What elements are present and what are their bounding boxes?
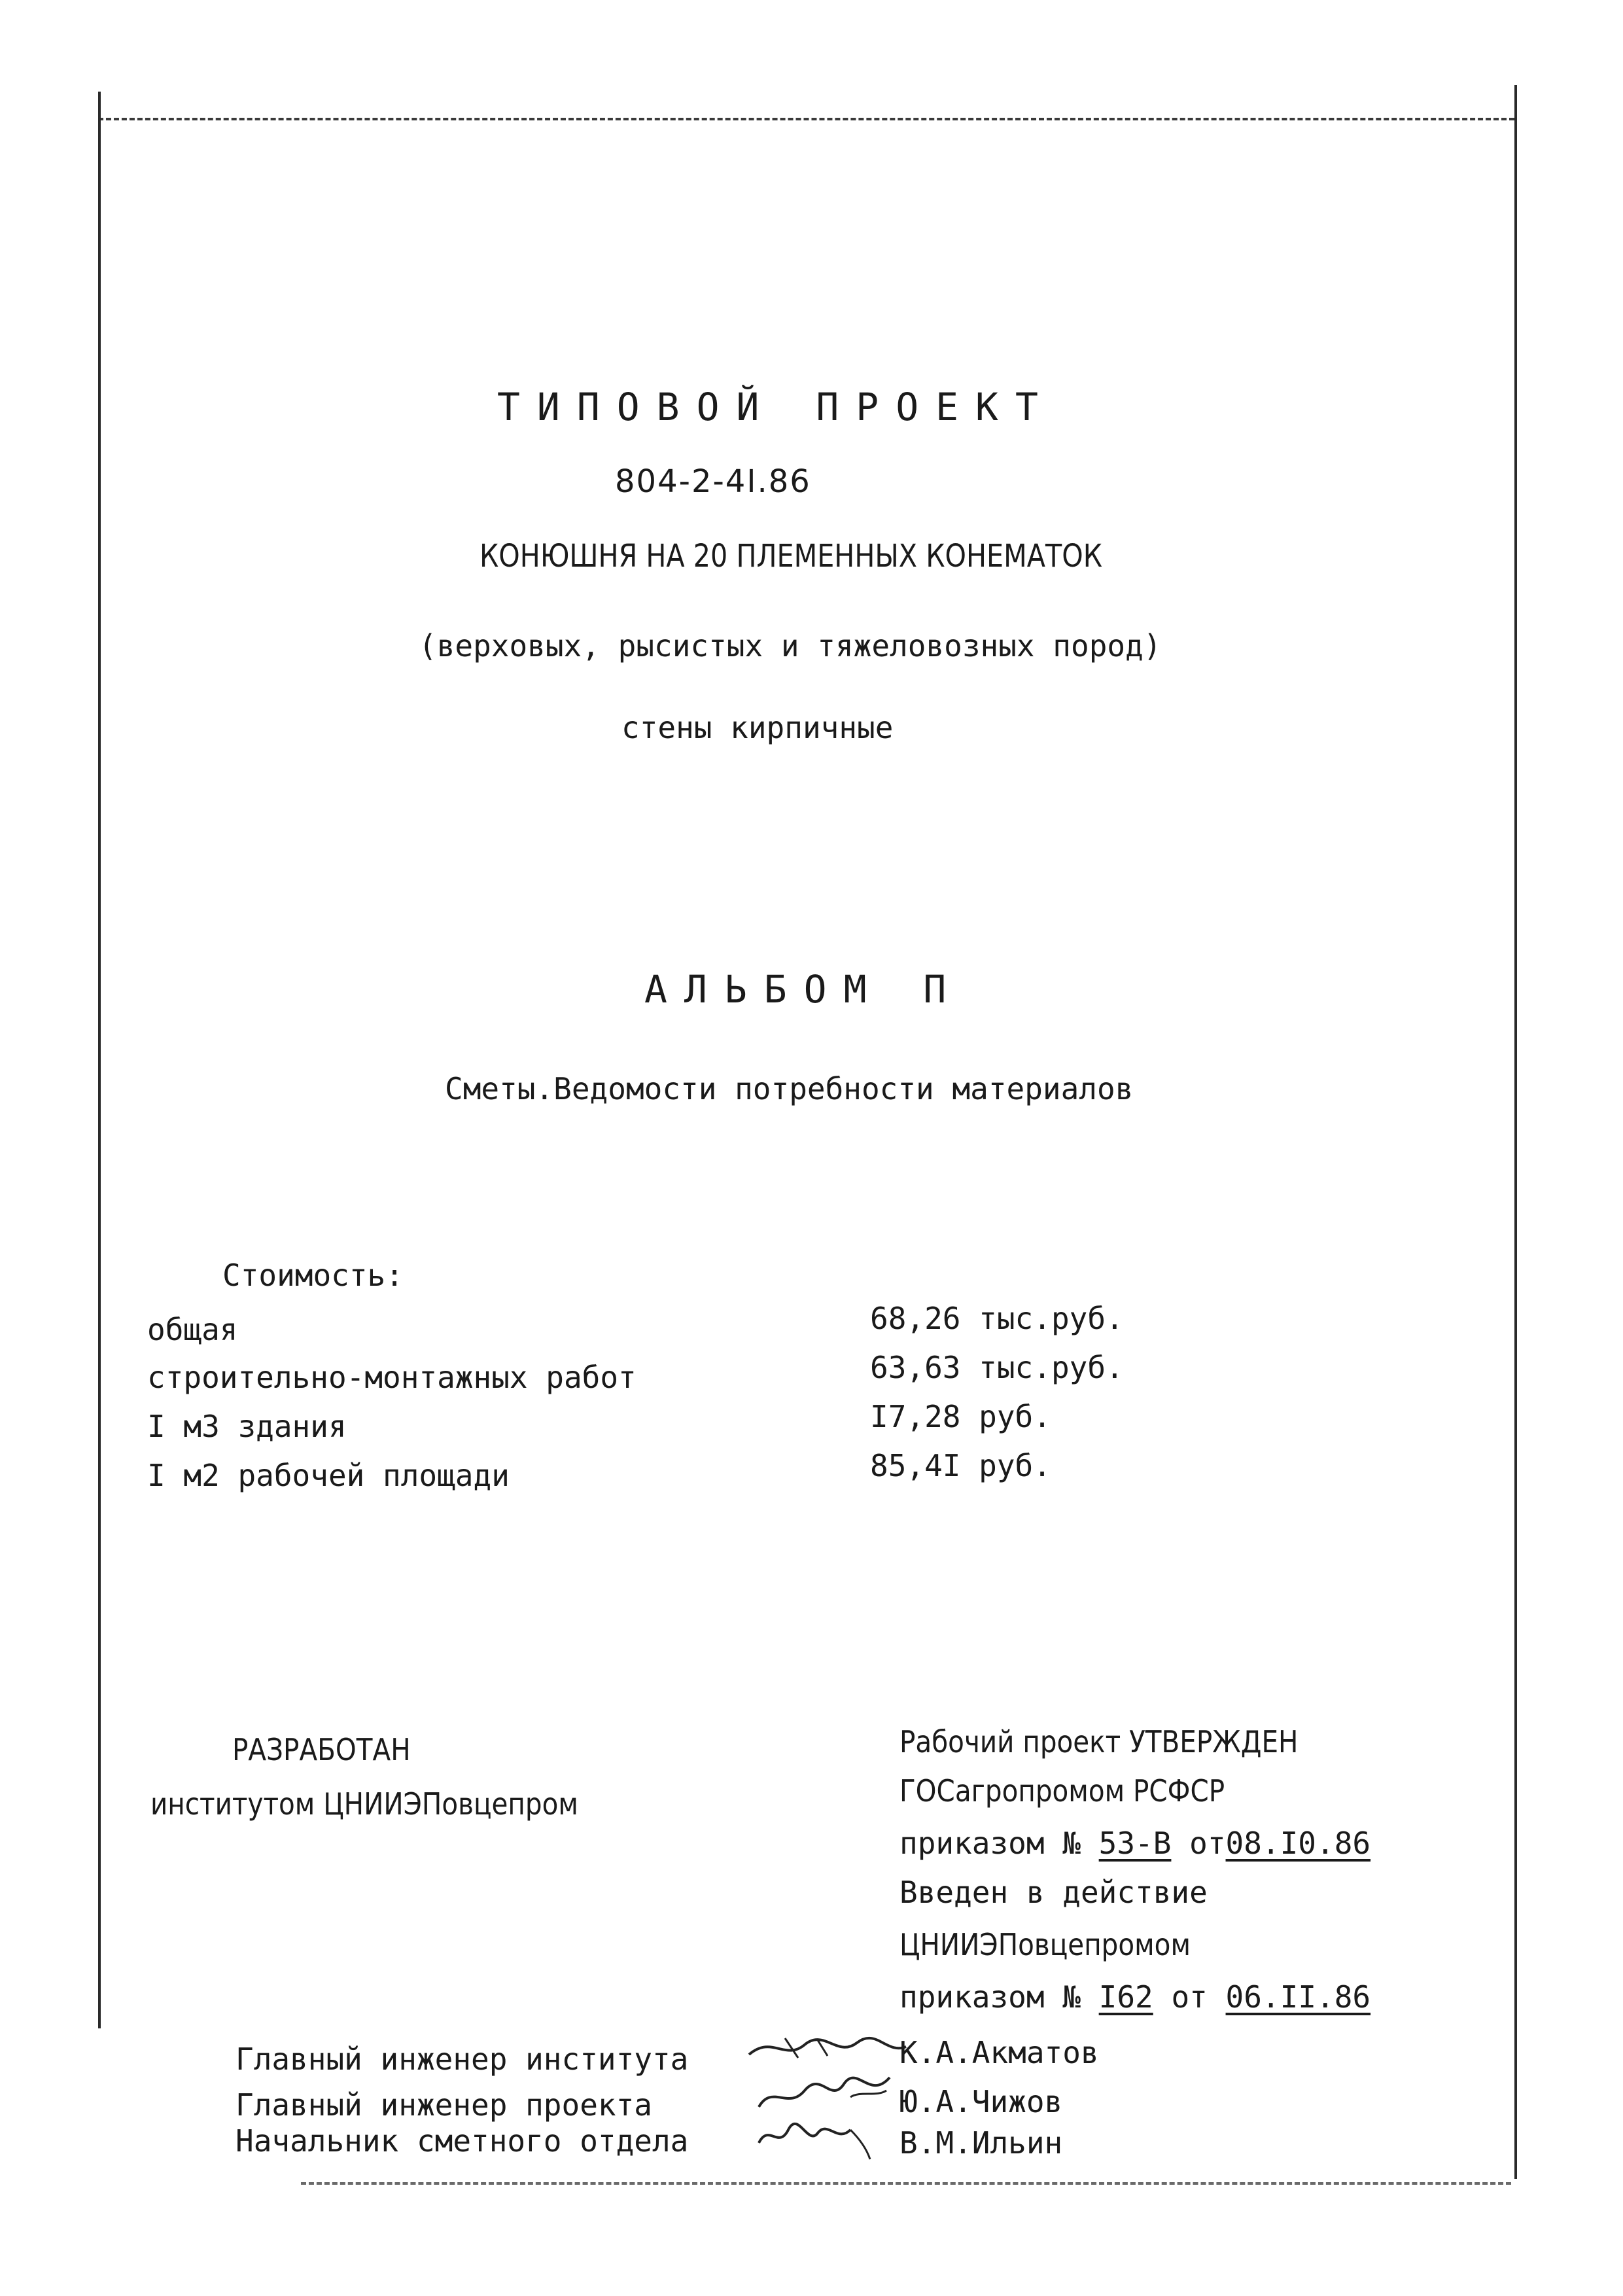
order-number: I62	[1098, 1979, 1153, 2015]
cost-label: общая	[147, 1312, 238, 1347]
signature-role: Начальник сметного отдела	[236, 2123, 689, 2159]
signature-role: Главный инженер института	[236, 2041, 689, 2077]
order-number: 53-В	[1098, 1826, 1172, 1861]
order-date: 08.I0.86	[1225, 1826, 1371, 1861]
frame-left-border	[98, 92, 101, 2028]
cost-label: I м2 рабочей площади	[147, 1458, 510, 1493]
developer-label: РАЗРАБОТАН	[232, 1732, 411, 1767]
album-description: Сметы.Ведомости потребности материалов	[445, 1071, 1134, 1106]
approval-order	[899, 1826, 1370, 1861]
album-title: АЛЬБОМ П	[644, 967, 964, 1012]
order-date: 06.II.86	[1225, 1979, 1371, 2015]
order-from: от	[1189, 1826, 1226, 1861]
project-name: КОНЮШНЯ НА 20 ПЛЕМЕННЫХ КОНЕМАТОК	[480, 538, 1103, 574]
approval-line: Введен в действие	[899, 1875, 1208, 1910]
doc-title: ТИПОВОЙ ПРОЕКТ	[497, 385, 1055, 429]
frame-top-border	[98, 118, 1514, 120]
cost-value: 85,4I руб.	[870, 1448, 1051, 1483]
approval-line: ЦНИИЭПовцепромом	[899, 1927, 1191, 1962]
cost-value: I7,28 руб.	[870, 1399, 1051, 1434]
signature-role: Главный инженер проекта	[236, 2087, 652, 2123]
signature-name: Ю.А.Чижов	[899, 2084, 1063, 2119]
cost-label: I м3 здания	[147, 1409, 347, 1444]
cost-label: строительно-монтажных работ	[147, 1360, 637, 1395]
cost-value: 63,63 тыс.руб.	[870, 1350, 1124, 1385]
order-prefix: приказом №	[899, 1826, 1081, 1861]
signature-scribble	[752, 2110, 883, 2163]
developer-org: институтом ЦНИИЭПовцепром	[150, 1786, 578, 1822]
project-subtitle: (верховых, рысистых и тяжеловозных пород)	[419, 628, 1162, 663]
approval-line: ГОСагропромом РСФСР	[899, 1773, 1225, 1809]
frame-right-border	[1514, 85, 1517, 2179]
frame-bottom-border	[301, 2182, 1511, 2185]
cost-value: 68,26 тыс.руб.	[870, 1301, 1124, 1336]
walls-note: стены кирпичные	[621, 710, 894, 745]
order-from: от	[1171, 1979, 1208, 2015]
approval-line: Рабочий проект УТВЕРЖДЕН	[899, 1724, 1299, 1759]
order-prefix: приказом №	[899, 1979, 1081, 2015]
approval-order	[899, 1979, 1370, 2015]
signature-name: К.А.Акматов	[899, 2035, 1099, 2070]
signature-scribble	[746, 2028, 909, 2068]
project-code: 804-2-4I.86	[615, 463, 811, 500]
signature-name: В.М.Ильин	[899, 2125, 1063, 2161]
cost-heading: Стоимость:	[222, 1258, 404, 1293]
